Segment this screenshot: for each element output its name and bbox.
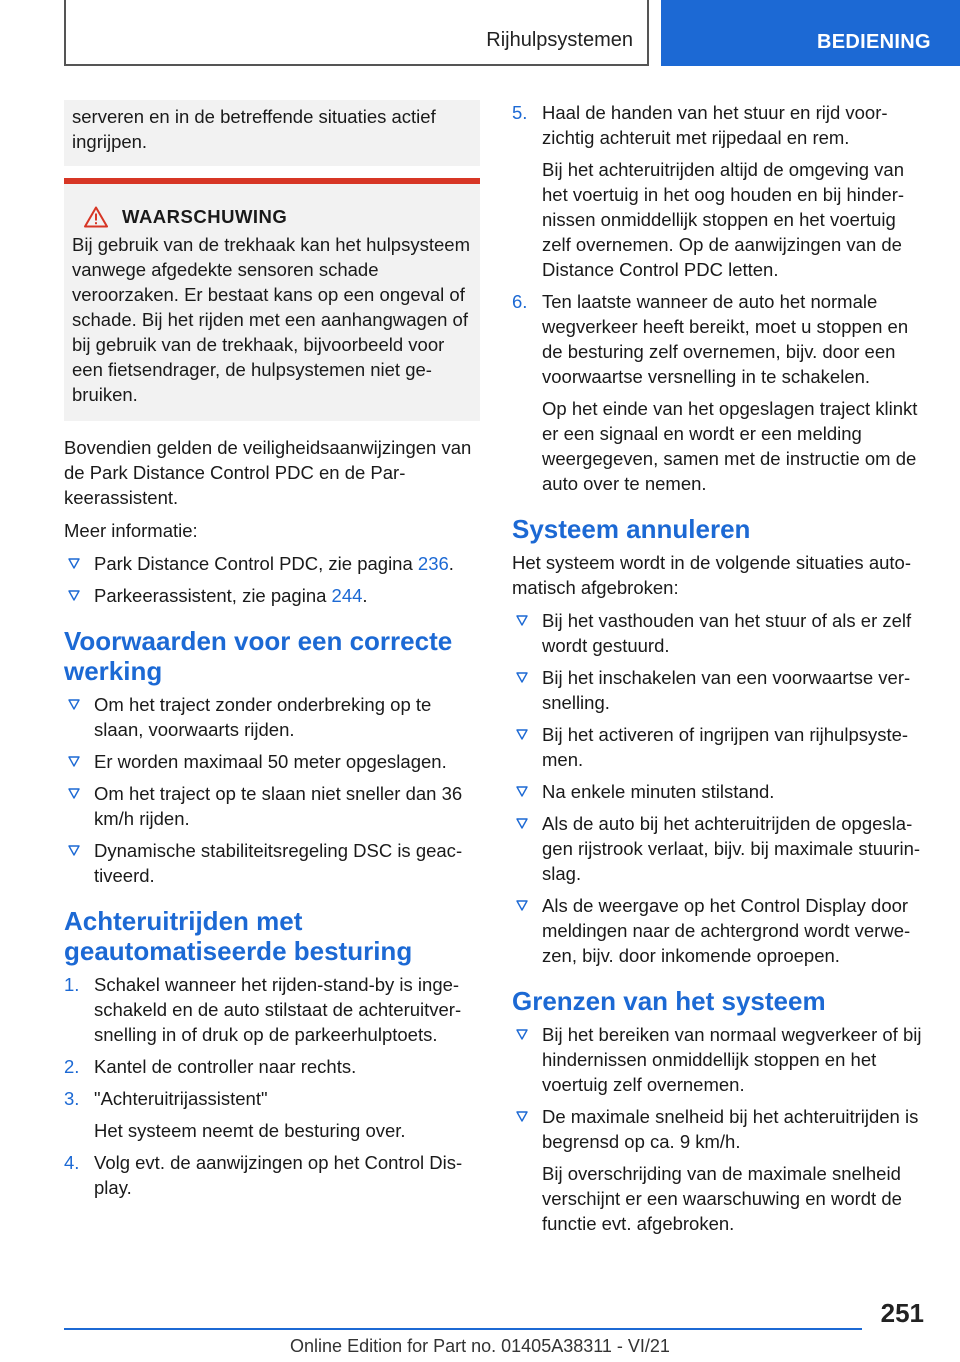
step-item <box>64 1054 480 1079</box>
reference-end: . <box>362 585 368 606</box>
step-text: Haal de handen van het stuur en rijd voorzichtig achteruit met rijpedaal en rem. <box>542 102 888 148</box>
steps-list <box>64 972 480 1200</box>
continued-text: serveren en in de betreffende situaties actief ingrijpen. <box>72 106 436 152</box>
page-number: 251 <box>880 1298 924 1328</box>
bullet-triangle-icon <box>68 756 80 767</box>
bullet-triangle-icon <box>68 590 80 601</box>
cancel-list <box>512 608 928 968</box>
warning-header <box>72 204 472 230</box>
limits-list <box>512 1022 928 1236</box>
step-subtext: Bij het achteruitrijden altijd de omgeving van het voertuig in het oog houden en bij hindernissen onmiddellijk stoppen en het voertuig zelf overnemen. Op de aanwijzingen van de Distance Control PDC letten. <box>542 159 905 280</box>
step-item <box>512 289 928 496</box>
step-text: Volg evt. de aanwijzingen op het Control Display. <box>94 1152 463 1198</box>
list-item-text: Dynamische stabiliteitsregeling DSC is geactiveerd. <box>94 840 463 886</box>
step-text: Ten laatste wanneer de auto het normale wegverkeer heeft bereikt, moet u stoppen en de besturing zelf overnemen, bijv. door een voorwaartse versnelling in te schakelen. <box>542 291 909 387</box>
cancel-intro: Het systeem wordt in de volgende situaties automatisch afgebroken: <box>512 552 911 598</box>
bullet-triangle-icon <box>516 900 528 911</box>
safety-paragraph: Bovendien gelden de veiligheidsaanwijzingen van de Park Distance Control PDC en de Parkeerassistent. <box>64 437 472 508</box>
bullet-triangle-icon <box>68 845 80 856</box>
list-item-text: Na enkele minuten stilstand. <box>542 781 775 802</box>
reference-end: . <box>448 553 454 574</box>
step-item <box>64 1150 480 1200</box>
bullet-triangle-icon <box>516 615 528 626</box>
list-item-text: Om het traject op te slaan niet sneller dan 36 km/h rijden. <box>94 783 463 829</box>
warning-title: WAARSCHUWING <box>122 206 288 227</box>
chapter-title: BEDIENING <box>817 31 931 53</box>
bullet-triangle-icon <box>516 1029 528 1040</box>
list-item-text: Bij het activeren of ingrijpen van rijhulpsystemen. <box>542 724 909 770</box>
list-item-text: Bij het bereiken van normaal wegverkeer of bij hindernissen onmiddellijk stoppen en het voertuig zelf overnemen. <box>542 1024 922 1095</box>
footer-edition: Online Edition for Part no. 01405A38311 - VI/21 <box>290 1336 670 1356</box>
step-text: Schakel wanneer het rijden-stand-by is ingeschakeld en de auto stilstaat de achteruitversnelling in of druk op de parkeerhulptoets. <box>94 974 462 1045</box>
list-item <box>512 811 928 886</box>
list-item <box>64 749 480 774</box>
list-item-text: Bij het vasthouden van het stuur of als er zelf wordt gestuurd. <box>542 610 912 656</box>
heading-requirements: Voorwaarden voor een correcte werking <box>64 626 453 686</box>
step-item <box>64 1086 480 1143</box>
step-number: 4. <box>64 1152 80 1173</box>
right-column <box>512 100 928 1248</box>
bullet-triangle-icon <box>516 729 528 740</box>
step-number: 3. <box>64 1088 80 1109</box>
more-info-label: Meer informatie: <box>64 520 198 541</box>
list-item <box>512 608 928 658</box>
list-item <box>512 779 928 804</box>
step-subtext: Op het einde van het opgeslagen traject klinkt er een signaal en wordt er een melding weergegeven, samen met de instructie om de auto over te nemen. <box>542 398 918 494</box>
heading-limits: Grenzen van het systeem <box>512 986 826 1016</box>
continued-text-box <box>64 100 480 166</box>
bullet-triangle-icon <box>68 558 80 569</box>
warning-triangle-icon <box>84 206 108 228</box>
list-item <box>64 551 480 576</box>
bullet-triangle-icon <box>516 1111 528 1122</box>
bullet-triangle-icon <box>516 786 528 797</box>
bullet-triangle-icon <box>68 699 80 710</box>
step-number: 2. <box>64 1056 80 1077</box>
step-item <box>512 100 928 282</box>
list-item-text: Als de weergave op het Control Display door meldingen naar de achtergrond wordt verwezen, bijv. door inkomende oproepen. <box>542 895 911 966</box>
header-section <box>64 0 649 66</box>
bullet-triangle-icon <box>68 788 80 799</box>
list-item <box>512 665 928 715</box>
reference-list <box>64 551 480 608</box>
chapter-tab[interactable] <box>661 0 960 66</box>
list-item-text: Bij het inschakelen van een voorwaartse versnelling. <box>542 667 911 713</box>
list-item <box>64 692 480 742</box>
step-number: 5. <box>512 102 528 123</box>
list-item-subtext: Bij overschrijding van de maximale snelheid verschijnt er een waarschuwing en wordt de functie evt. afgebroken. <box>542 1163 902 1234</box>
warning-text: Bij gebruik van de trekhaak kan het hulpsysteem vanwege afgedekte sensoren schade veroorzaken. Er bestaat kans op een ongeval of schade. Bij het rijden met een aanhangwagen of bij gebruik van de trekhaak, bijvoorbeeld voor een fietsendrager, de hulpsystemen niet gebruiken. <box>72 234 470 405</box>
list-item <box>512 1022 928 1097</box>
list-item-text: Als de auto bij het achteruitrijden de opgeslagen rijstrook verlaat, bijv. bij maximale stuurinslag. <box>542 813 921 884</box>
step-number: 1. <box>64 974 80 995</box>
step-item <box>64 972 480 1047</box>
page-link[interactable]: 244 <box>331 585 363 606</box>
reference-text: Park Distance Control PDC, zie pagina <box>94 553 418 574</box>
step-subtext: Het systeem neemt de besturing over. <box>94 1120 406 1141</box>
step-text: "Achteruitrijassistent" <box>94 1088 268 1109</box>
section-title: Rijhulpsystemen <box>486 29 633 51</box>
footer-divider <box>64 1328 862 1330</box>
list-item <box>64 838 480 888</box>
step-number: 6. <box>512 291 528 312</box>
requirements-list <box>64 692 480 888</box>
warning-box <box>64 178 480 421</box>
left-column <box>64 100 480 1207</box>
list-item <box>512 893 928 968</box>
list-item <box>64 583 480 608</box>
page-link[interactable]: 236 <box>417 553 449 574</box>
list-item-text: Er worden maximaal 50 meter opgeslagen. <box>94 751 447 772</box>
list-item <box>512 722 928 772</box>
heading-reverse-driving: Achteruitrijden met geautomatiseerde besturing <box>64 906 413 966</box>
list-item-text: Om het traject zonder onderbreking op te slaan, voorwaarts rijden. <box>94 694 432 740</box>
list-item-text: De maximale snelheid bij het achteruitrijden is begrensd op ca. 9 km/h. <box>542 1106 919 1152</box>
bullet-triangle-icon <box>516 818 528 829</box>
heading-cancel: Systeem annuleren <box>512 514 751 544</box>
step-text: Kantel de controller naar rechts. <box>94 1056 357 1077</box>
list-item <box>64 781 480 831</box>
list-item <box>512 1104 928 1236</box>
steps-list-continued <box>512 100 928 496</box>
bullet-triangle-icon <box>516 672 528 683</box>
reference-text: Parkeerassistent, zie pagina <box>94 585 332 606</box>
